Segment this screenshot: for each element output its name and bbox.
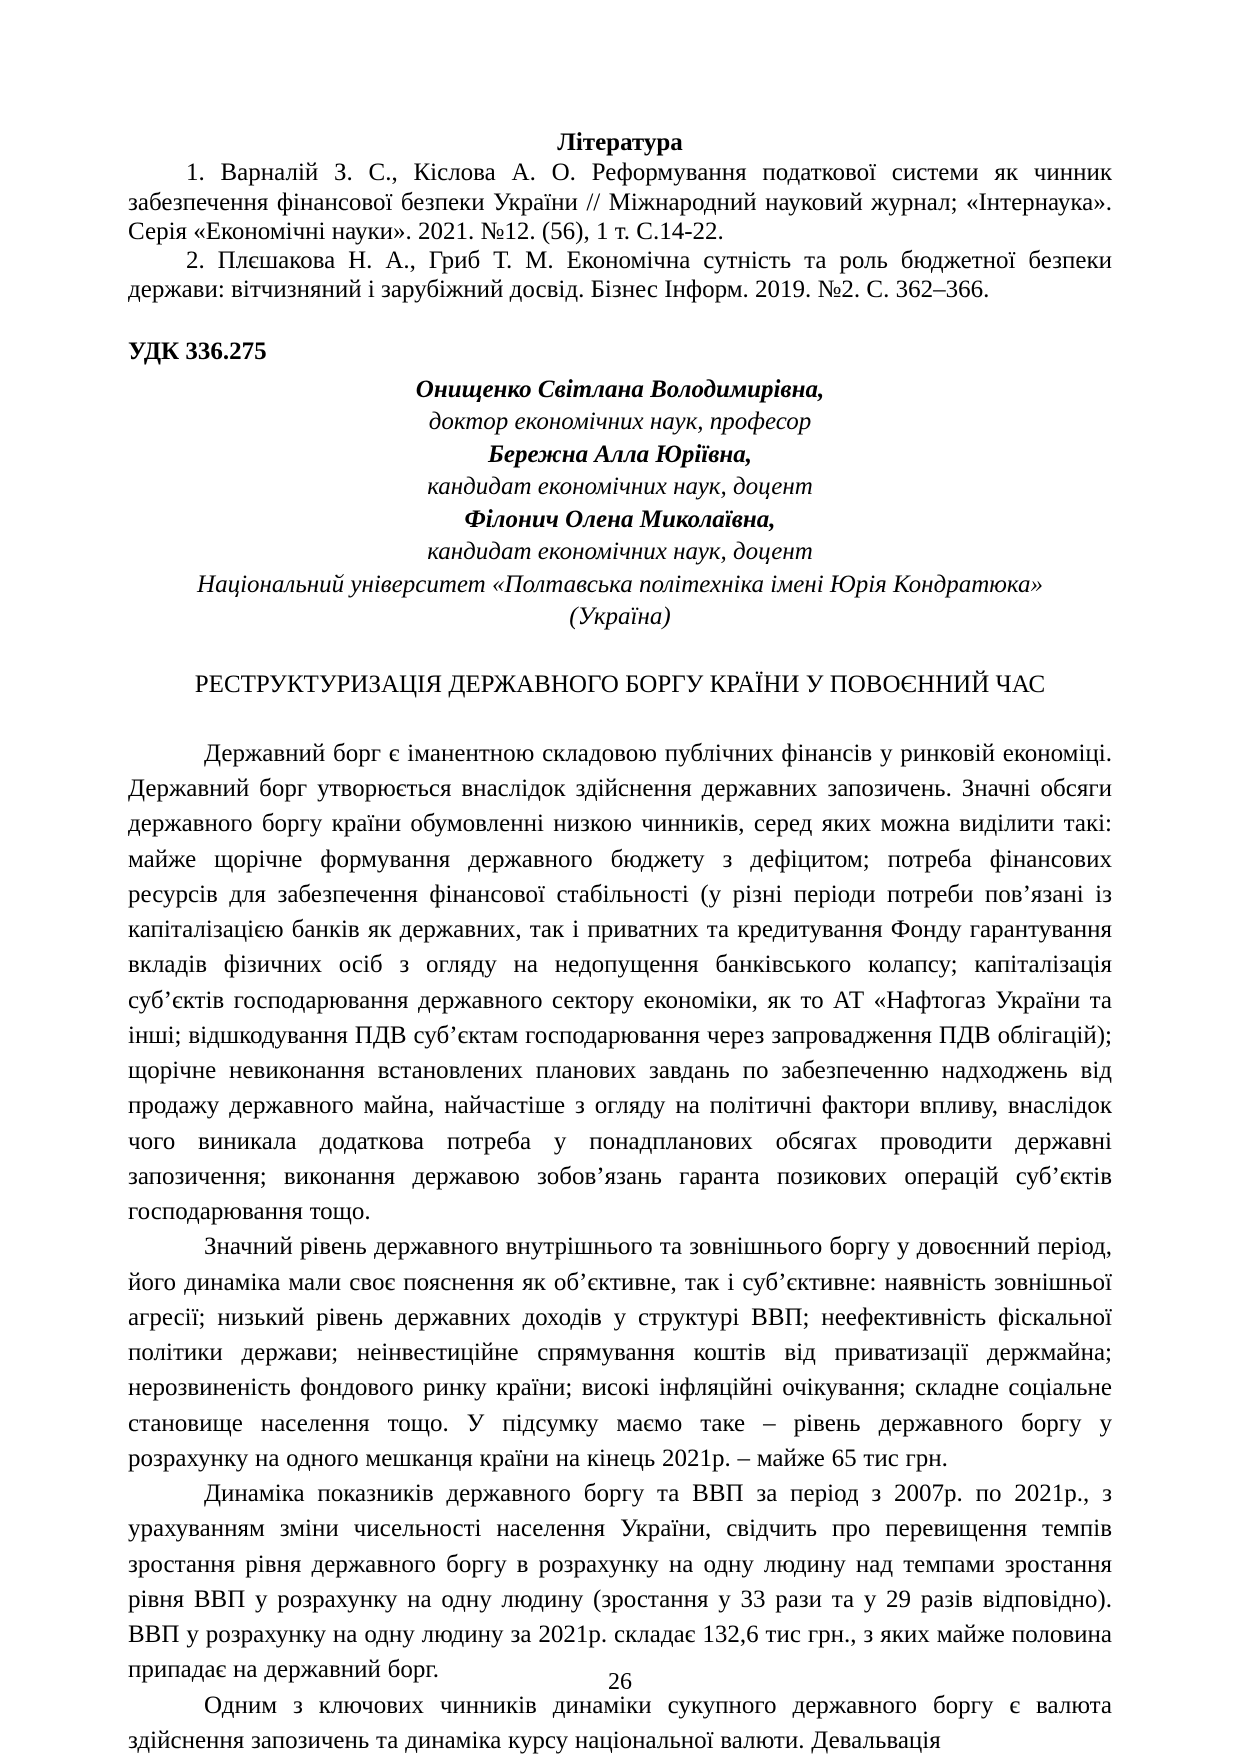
author-degree: кандидат економічних наук, доцент: [427, 473, 813, 501]
reference-item: 2. Плєшакова Н. А., Гриб Т. М. Економічна сутність та роль бюджетної безпеки держави: вітчизняний і зарубіжний досвід. Бізнес Інформ. 2019. №2. С. 362–366.: [128, 247, 1112, 304]
page-content: [128, 128, 1112, 1754]
udc-code: УДК 336.275: [128, 337, 267, 365]
references-heading: Література: [557, 129, 683, 156]
authors-block: [128, 374, 1112, 634]
author-name: Онищенко Світлана Володимирівна,: [415, 375, 825, 403]
article-body: [128, 736, 1112, 1754]
body-paragraph: Одним з ключових чинників динаміки сукупного державного боргу є валюта здійснення запозичень та динаміка курсу національної валюти. Девальвація: [128, 1691, 1112, 1754]
author-affiliation: Національний університет «Полтавська політехніка імені Юрія Кондратюка»: [197, 570, 1043, 598]
author-degree: кандидат економічних наук, доцент: [427, 538, 813, 566]
reference-item: 1. Варналій З. С., Кіслова А. О. Реформування податкової системи як чинник забезпечення фінансової безпеки України // Міжнародний науковий журнал; «Інтернаука». Серія «Економічні науки». 2021. №12. (56), 1 т. С.14-22.: [128, 159, 1112, 245]
author-name: Філонич Олена Миколаївна,: [464, 505, 776, 533]
body-paragraph: Державний борг є іманентною складовою публічних фінансів у ринковій економіці. Державний борг утворюється внаслідок здійснення державних запозичень. Значні обсяги державного боргу країни обумовленні низкою чинників, серед яких можна виділити такі: майже щорічне формування державного бюджету з дефіцитом; потреба фінансових ресурсів для забезпечення фінансової стабільності (у різні періоди потреби пов’язані із капіталізацією банків як державних, так і приватних та кредитування Фонду гарантування вкладів фізичних осіб з огляду на недопущення банківського колапсу; капіталізація суб’єктів господарювання державного сектору економіки, як то АТ «Нафтогаз України та інші; відшкодування ПДВ суб’єктам господарювання через запровадження ПДВ облігацій); щорічне невиконання встановлених планових завдань по забезпеченню надходжень від продажу державного майна, найчастіше з огляду на політичні фактори впливу, внаслідок чого виникала додаткова потреба у понадпланових обсягах проводити державні запозичення; виконання державою зобов’язань гаранта позикових операцій суб’єктів господарювання тощо.: [128, 739, 1112, 1225]
page-number: 26: [608, 1669, 632, 1695]
article-title: РЕСТРУКТУРИЗАЦІЯ ДЕРЖАВНОГО БОРГУ КРАЇНИ У ПОВОЄННИЙ ЧАС: [194, 670, 1046, 698]
author-name: Бережна Алла Юріївна,: [487, 440, 753, 468]
author-degree: доктор економічних наук, професор: [428, 408, 812, 436]
author-country: (Україна): [569, 603, 671, 631]
body-paragraph: Динаміка показників державного боргу та ВВП за період з 2007р. по 2021р., з урахуванням зміни чисельності населення України, свідчить про перевищення темпів зростання рівня державного боргу в розрахунку на одну людину над темпами зростання рівня ВВП у розрахунку на одну людину (зростання у 33 рази та у 29 разів відповідно). ВВП у розрахунку на одну людину за 2021р. складає 132,6 тис грн., з яких майже половина припадає на державний борг.: [128, 1480, 1112, 1684]
body-paragraph: Значний рівень державного внутрішнього та зовнішнього боргу у довоєнний період, його динаміка мали своє пояснення як об’єктивне, так і суб’єктивне: наявність зовнішньої агресії; низький рівень державних доходів у структурі ВВП; неефективність фіскальної політики держави; неінвестиційне спрямування коштів від приватизації держмайна; нерозвиненість фондового ринку країни; високі інфляційні очікування; складне соціальне становище населення тощо. У підсумку маємо таке – рівень державного боргу у розрахунку на одного мешканця країни на кінець 2021р. – майже 65 тис грн.: [128, 1233, 1112, 1472]
